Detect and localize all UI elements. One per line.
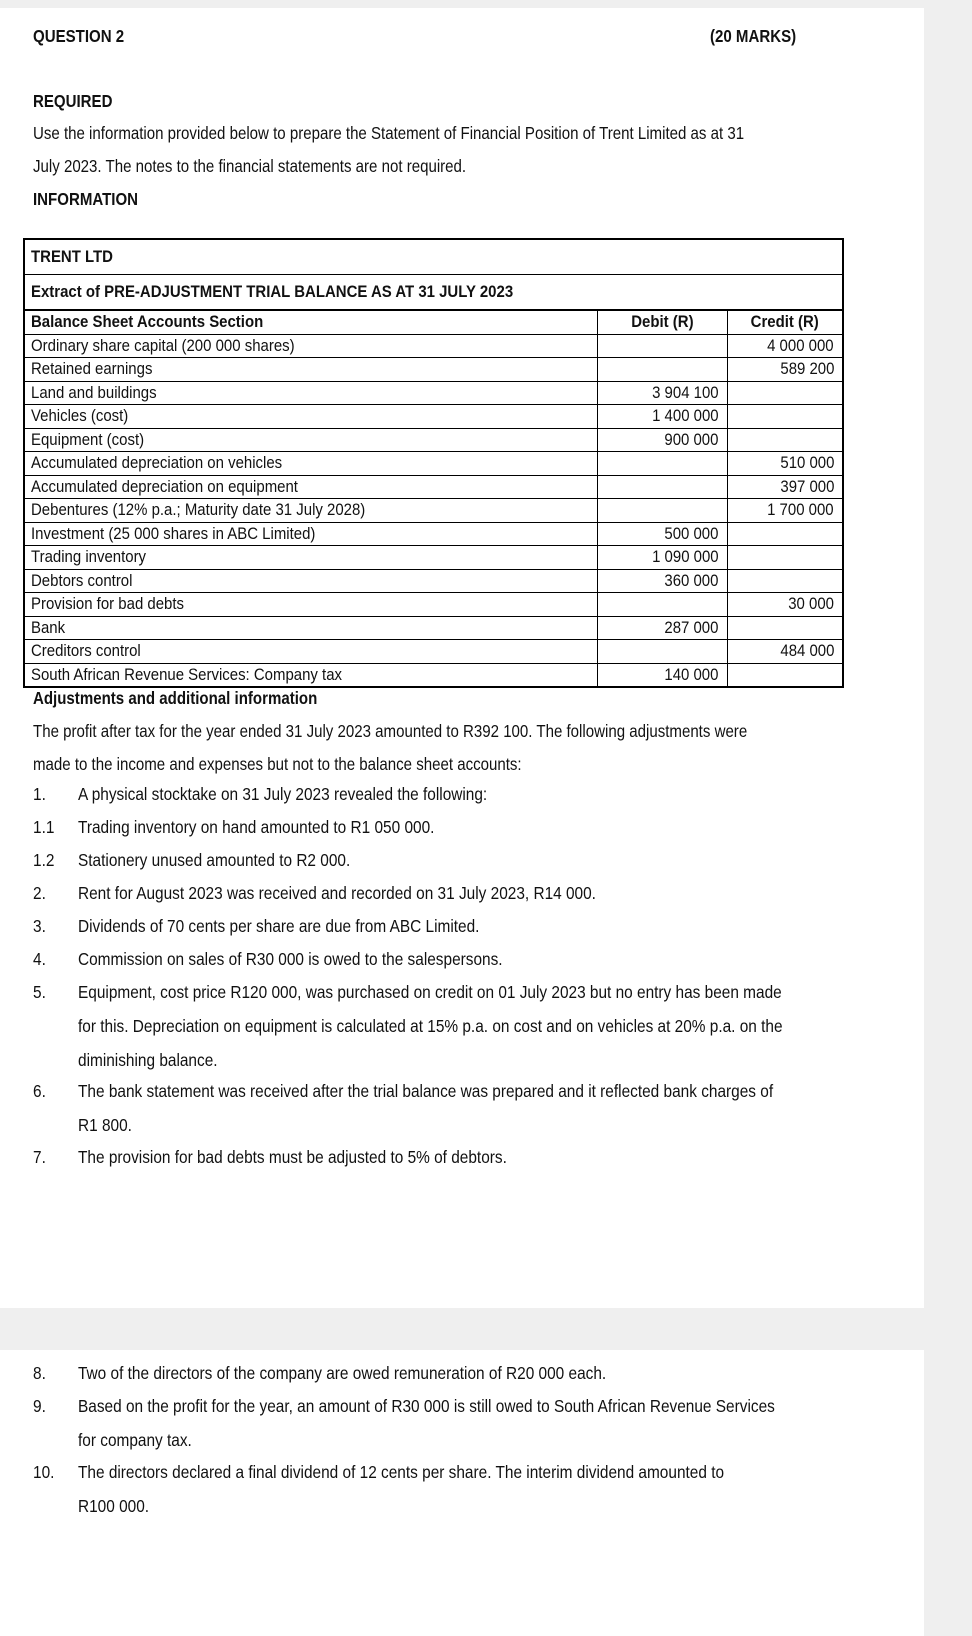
account-cell: Debentures (12% p.a.; Maturity date 31 July 2028) — [24, 499, 598, 523]
account-cell: Provision for bad debts — [24, 593, 598, 617]
credit-cell — [727, 381, 843, 405]
account-cell: Debtors control — [24, 569, 598, 593]
table-row — [24, 522, 843, 546]
column-header-row — [24, 310, 843, 334]
table-row — [24, 452, 843, 476]
adjustments-intro-line-2: made to the income and expenses but not to the balance sheet accounts: — [33, 754, 522, 774]
account-cell: Accumulated depreciation on equipment — [24, 475, 598, 499]
debit-cell: 287 000 — [598, 616, 727, 640]
debit-cell — [598, 593, 727, 617]
credit-cell: 484 000 — [727, 640, 843, 664]
page-2: 8. Two of the directors of the company are owed remuneration of R20 000 each. 9. Based on the profit for the year, an amount of R30 000 is still owed to South African Revenue Services for company tax. 10. The directors declared a final dividend of 12 cents per share. The interim dividend amounted to R100 000. — [0, 1350, 924, 1636]
required-text-line-2: July 2023. The notes to the financial statements are not required. — [33, 156, 467, 176]
information-heading: INFORMATION — [33, 189, 139, 209]
account-cell: South African Revenue Services: Company tax — [24, 663, 598, 687]
adjustments-intro-line-1: The profit after tax for the year ended 31 July 2023 amounted to R392 100. The following adjustments were — [33, 721, 748, 741]
account-cell: Vehicles (cost) — [24, 405, 598, 429]
account-cell: Equipment (cost) — [24, 428, 598, 452]
table-row — [24, 334, 843, 358]
account-cell: Trading inventory — [24, 546, 598, 570]
table-row — [24, 428, 843, 452]
debit-cell: 1 090 000 — [598, 546, 727, 570]
credit-cell — [727, 663, 843, 687]
required-text-line-1: Use the information provided below to prepare the Statement of Financial Position of Trent Limited as at 31 — [33, 123, 745, 143]
debit-cell: 1 400 000 — [598, 405, 727, 429]
credit-cell — [727, 569, 843, 593]
credit-cell: 30 000 — [727, 593, 843, 617]
debit-cell: 500 000 — [598, 522, 727, 546]
table-row — [24, 640, 843, 664]
account-cell: Investment (25 000 shares in ABC Limited) — [24, 522, 598, 546]
account-cell: Creditors control — [24, 640, 598, 664]
required-heading: REQUIRED — [33, 91, 113, 111]
table-row — [24, 475, 843, 499]
credit-cell: 397 000 — [727, 475, 843, 499]
credit-cell: 589 200 — [727, 358, 843, 382]
credit-cell — [727, 616, 843, 640]
account-cell: Bank — [24, 616, 598, 640]
debit-cell — [598, 475, 727, 499]
debit-header: Debit (R) — [598, 310, 727, 334]
table-title-row — [24, 275, 843, 311]
table-row — [24, 569, 843, 593]
credit-cell — [727, 428, 843, 452]
table-row — [24, 546, 843, 570]
trial-balance-title: Extract of PRE-ADJUSTMENT TRIAL BALANCE AS AT 31 JULY 2023 — [24, 275, 843, 311]
page-1: QUESTION 2 (20 MARKS) REQUIRED Use the information provided below to prepare the Statement of Financial Position of Trent Limited as at 31 July 2023. The notes to the financial statements are not required. INFORMATION TRENT LTD Extract of PRE-ADJUSTMENT TRIAL BALANCE AS AT 31 JULY 2023 Balance Sheet Accounts Section Debit (R) Credit (R) Ordinary share capital (200 000 shares) 4 000 000 Retained earnings 589 200 Land and buildings 3 904 100 Vehicles (cost) 1 400 000 Equipment (cost) 900 000 Accumulated depreciation on vehicles 510 000 Accumulated depreciation on equipment 397 000 Debentures (12% p.a.; Maturity date 31 July 2028) 1 700 000 Investment (25 000 shares in ABC Limited) 500 000 Trading inventory 1 090 000 Debtors control 360 000 Provision for bad debts 30 000 Bank 287 000 Creditors control 484 000 South African Revenue Services: Company tax 140 000 Adjustments and additional information The profit after tax for the year ended 31 July 2023 amounted to R392 100. The following adjustments were made to the income and expenses but not to the balance sheet accounts: 1. A physical stocktake on 31 July 2023 revealed the following: 1.1 Trading inventory on hand amounted to R1 050 000. 1.2 Stationery unused amounted to R2 000. 2. Rent for August 2023 was received and recorded on 31 July 2023, R14 000. 3. Dividends of 70 cents per share are due from ABC Limited. 4. Commission on sales of R30 000 is owed to the salespersons. 5. Equipment, cost price R120 000, was purchased on credit on 01 July 2023 but no entry has been made for this. Depreciation on equipment is calculated at 15% p.a. on cost and on vehicles at 20% p.a. on the diminishing balance. 6. The bank statement was received after the trial balance was prepared and it reflected bank charges of R1 800. 7. The provision for bad debts must be adjusted to 5% of debtors. — [0, 8, 924, 1308]
credit-cell: 4 000 000 — [727, 334, 843, 358]
company-name: TRENT LTD — [24, 239, 843, 275]
section-header: Balance Sheet Accounts Section — [24, 310, 598, 334]
table-row — [24, 405, 843, 429]
trial-balance-table — [23, 238, 844, 688]
account-cell: Ordinary share capital (200 000 shares) — [24, 334, 598, 358]
debit-cell — [598, 334, 727, 358]
account-cell: Accumulated depreciation on vehicles — [24, 452, 598, 476]
table-row — [24, 381, 843, 405]
table-row — [24, 616, 843, 640]
credit-cell — [727, 405, 843, 429]
table-row — [24, 499, 843, 523]
table-row — [24, 663, 843, 687]
adjustments-heading: Adjustments and additional information — [33, 688, 318, 708]
debit-cell — [598, 452, 727, 476]
question-title: QUESTION 2 — [33, 26, 125, 46]
credit-cell — [727, 546, 843, 570]
debit-cell: 3 904 100 — [598, 381, 727, 405]
credit-cell — [727, 522, 843, 546]
credit-cell: 1 700 000 — [727, 499, 843, 523]
credit-header: Credit (R) — [727, 310, 843, 334]
account-cell: Retained earnings — [24, 358, 598, 382]
debit-cell — [598, 358, 727, 382]
credit-cell: 510 000 — [727, 452, 843, 476]
debit-cell: 140 000 — [598, 663, 727, 687]
question-marks: (20 MARKS) — [710, 26, 797, 46]
debit-cell: 360 000 — [598, 569, 727, 593]
debit-cell: 900 000 — [598, 428, 727, 452]
debit-cell — [598, 499, 727, 523]
table-row — [24, 358, 843, 382]
debit-cell — [598, 640, 727, 664]
table-row — [24, 593, 843, 617]
company-row — [24, 239, 843, 275]
account-cell: Land and buildings — [24, 381, 598, 405]
